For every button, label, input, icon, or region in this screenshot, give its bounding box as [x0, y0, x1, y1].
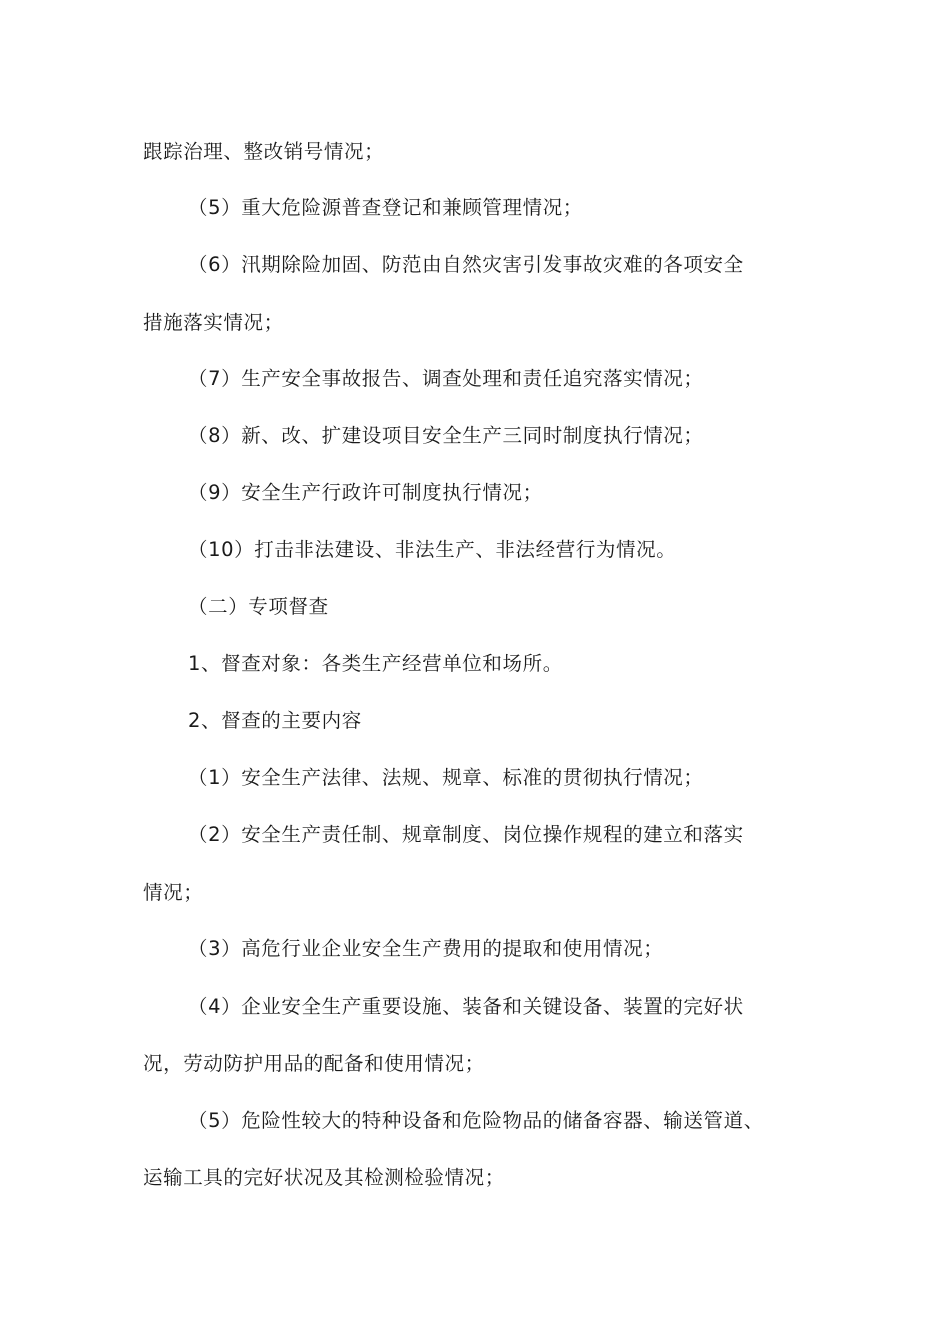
text-line-11: 2、督查的主要内容	[188, 709, 362, 732]
text-line-10: 1、督查对象：各类生产经营单位和场所。	[188, 652, 563, 675]
text-line-4: 措施落实情况；	[143, 311, 284, 334]
text-line-5: （7）生产安全事故报告、调查处理和责任追究落实情况；	[188, 367, 704, 390]
text-line-16: （4）企业安全生产重要设施、装备和关键设备、装置的完好状	[188, 995, 744, 1018]
text-line-1: 跟踪治理、整改销号情况；	[143, 140, 385, 163]
text-line-12: （1）安全生产法律、法规、规章、标准的贯彻执行情况；	[188, 766, 704, 789]
text-line-17: 况，劳动防护用品的配备和使用情况；	[143, 1052, 485, 1075]
text-line-14: 情况；	[143, 881, 204, 904]
text-line-18: （5）危险性较大的特种设备和危险物品的储备容器、输送管道、	[188, 1109, 764, 1132]
text-line-6: （8）新、改、扩建设项目安全生产三同时制度执行情况；	[188, 424, 704, 447]
section-heading: （二）专项督查	[188, 595, 329, 618]
text-line-3: （6）汛期除险加固、防范由自然灾害引发事故灾难的各项安全	[188, 253, 744, 276]
text-line-8: （10）打击非法建设、非法生产、非法经营行为情况。	[188, 538, 677, 561]
text-line-7: （9）安全生产行政许可制度执行情况；	[188, 481, 543, 504]
text-line-15: （3）高危行业企业安全生产费用的提取和使用情况；	[188, 937, 664, 960]
text-line-19: 运输工具的完好状况及其检测检验情况；	[143, 1166, 505, 1189]
text-line-13: （2）安全生产责任制、规章制度、岗位操作规程的建立和落实	[188, 823, 744, 846]
text-line-2: （5）重大危险源普查登记和兼顾管理情况；	[188, 196, 583, 219]
